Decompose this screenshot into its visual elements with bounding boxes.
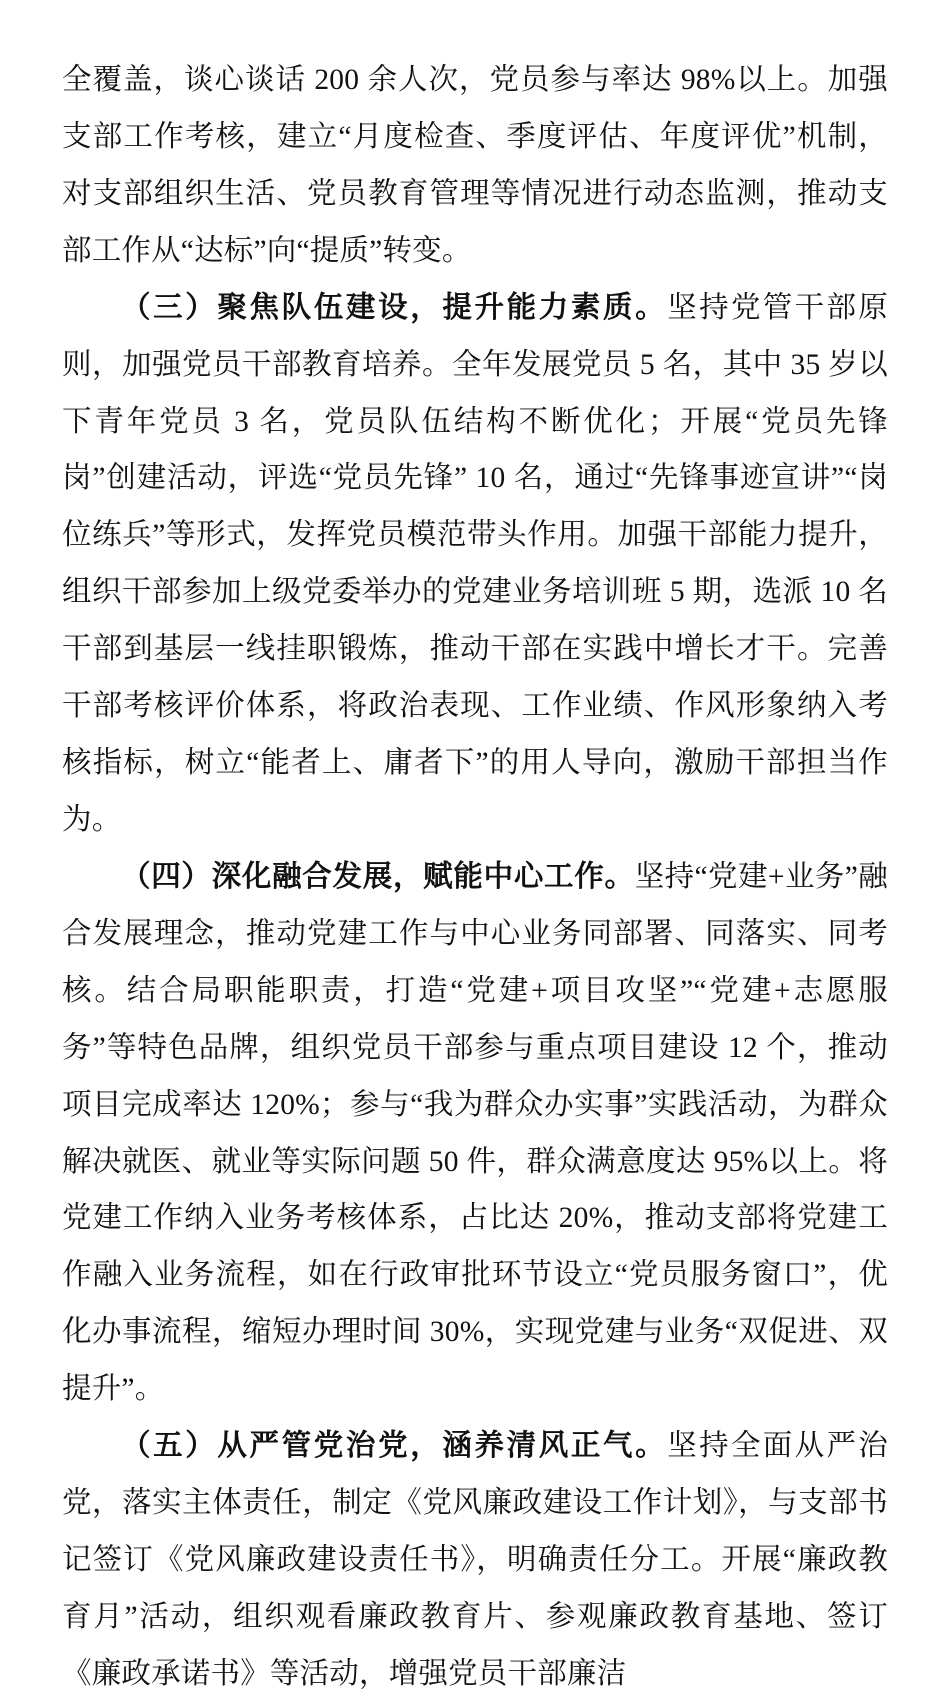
section-heading-four: （四）深化融合发展，赋能中心工作。 bbox=[121, 859, 635, 893]
document-body bbox=[62, 52, 888, 1703]
paragraph-section-three bbox=[62, 280, 888, 849]
paragraph-continuation bbox=[62, 52, 888, 280]
paragraph-section-four bbox=[62, 849, 888, 1418]
section-heading-three: （三）聚焦队伍建设，提升能力素质。 bbox=[121, 290, 668, 324]
paragraph-section-five bbox=[62, 1418, 888, 1703]
paragraph-text: 坚持“党建+业务”融合发展理念，推动党建工作与中心业务同部署、同落实、同考核。结合局职能职责，打造“党建+项目攻坚”“党建+志愿服务”等特色品牌，组织党员干部参与重点项目建设 12 个，推动项目完成率达 120%；参与“我为群众办实事”实践活动，为群众解决就医、就业等实际问题 50 件，群众满意度达 95%以上。将党建工作纳入业务考核体系，占比达 20%，推动支部将党建工作融入业务流程，如在行政审批环节设立“党员服务窗口”，优化办事流程，缩短办理时间 30%，实现党建与业务“双促进、双提升”。 bbox=[62, 860, 888, 1406]
section-heading-five: （五）从严管党治党，涵养清风正气。 bbox=[121, 1429, 668, 1463]
paragraph-text: 坚持全面从严治党，落实主体责任，制定《党风廉政建设工作计划》，与支部书记签订《党风廉政建设责任书》，明确责任分工。开展“廉政教育月”活动，组织观看廉政教育片、参观廉政教育基地、签订《廉政承诺书》等活动，增强党员干部廉洁 bbox=[62, 1430, 888, 1690]
paragraph-text: 坚持党管干部原则，加强党员干部教育培养。全年发展党员 5 名，其中 35 岁以下青年党员 3 名，党员队伍结构不断优化；开展“党员先锋岗”创建活动，评选“党员先锋” 10 名，通过“先锋事迹宣讲”“岗位练兵”等形式，发挥党员模范带头作用。加强干部能力提升，组织干部参加上级党委举办的党建业务培训班 5 期，选派 10 名干部到基层一线挂职锻炼，推动干部在实践中增长才干。完善干部考核评价体系，将政治表现、工作业绩、作风形象纳入考核指标，树立“能者上、庸者下”的用人导向，激励干部担当作为。 bbox=[62, 291, 888, 836]
paragraph-text: 全覆盖，谈心谈话 200 余人次，党员参与率达 98%以上。加强支部工作考核，建立“月度检查、季度评估、年度评优”机制，对支部组织生活、党员教育管理等情况进行动态监测，推动支部工作从“达标”向“提质”转变。 bbox=[62, 64, 888, 267]
